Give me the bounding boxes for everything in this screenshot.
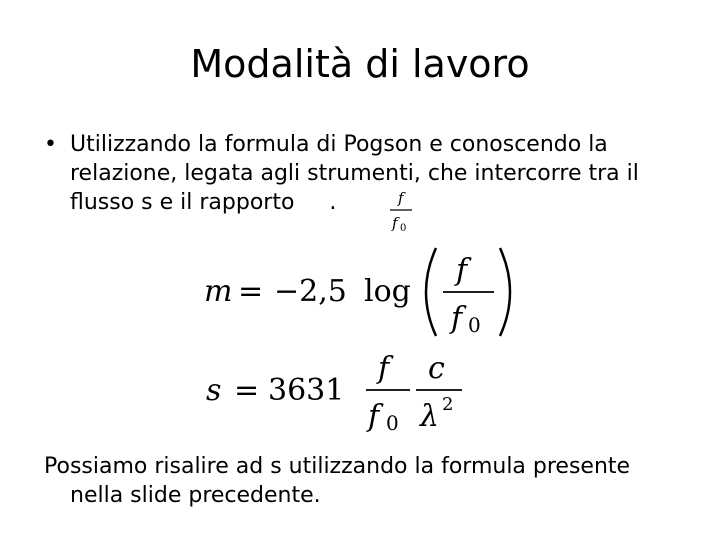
formula1-numerator: f (456, 253, 468, 288)
formula1-denominator: f (451, 301, 463, 336)
bullet-line-1: Utilizzando la formula di Pogson e conoscendo la (70, 132, 608, 157)
formula2-lhs: s (206, 373, 222, 408)
formula1-subscript: 0 (468, 313, 481, 337)
formula1-lhs: m (204, 274, 233, 309)
formula2-equals: = (234, 373, 260, 408)
left-paren (426, 248, 436, 336)
inline-fraction-numerator: f (398, 189, 404, 207)
formula1-equals: = (238, 274, 264, 309)
slide-title: Modalità di lavoro (190, 42, 530, 86)
pogson-formula (204, 248, 510, 337)
formula1-log: log (364, 274, 411, 309)
inline-fraction-denominator: f (392, 214, 398, 232)
formula2-frac1-denominator: f (368, 399, 380, 434)
formula2-frac1-numerator: f (378, 351, 390, 386)
formula2-frac2-numerator: c (428, 351, 445, 386)
footer-line-2: nella slide precedente. (70, 483, 321, 508)
formula-area (200, 240, 530, 440)
bullet-paragraph (44, 130, 704, 217)
footer-line-1: Possiamo risalire ad s utilizzando la formula presente (44, 454, 631, 479)
formula2-frac2-denominator: λ (420, 399, 440, 434)
right-paren (500, 248, 510, 336)
bullet-line-3: flusso s e il rapporto . (70, 190, 337, 215)
flux-formula (206, 351, 462, 435)
formula2-constant: 3631 (268, 373, 345, 408)
formula1-coefficient: −2,5 (274, 274, 347, 309)
inline-fraction (386, 188, 416, 234)
inline-fraction-subscript: 0 (400, 223, 407, 234)
bullet-line-2: relazione, legata agli strumenti, che intercorre tra il (70, 161, 639, 186)
footer-paragraph (44, 452, 704, 510)
formula2-frac1-subscript: 0 (386, 411, 399, 435)
bullet-marker: • (44, 132, 57, 157)
formula2-frac2-superscript: 2 (442, 394, 454, 415)
